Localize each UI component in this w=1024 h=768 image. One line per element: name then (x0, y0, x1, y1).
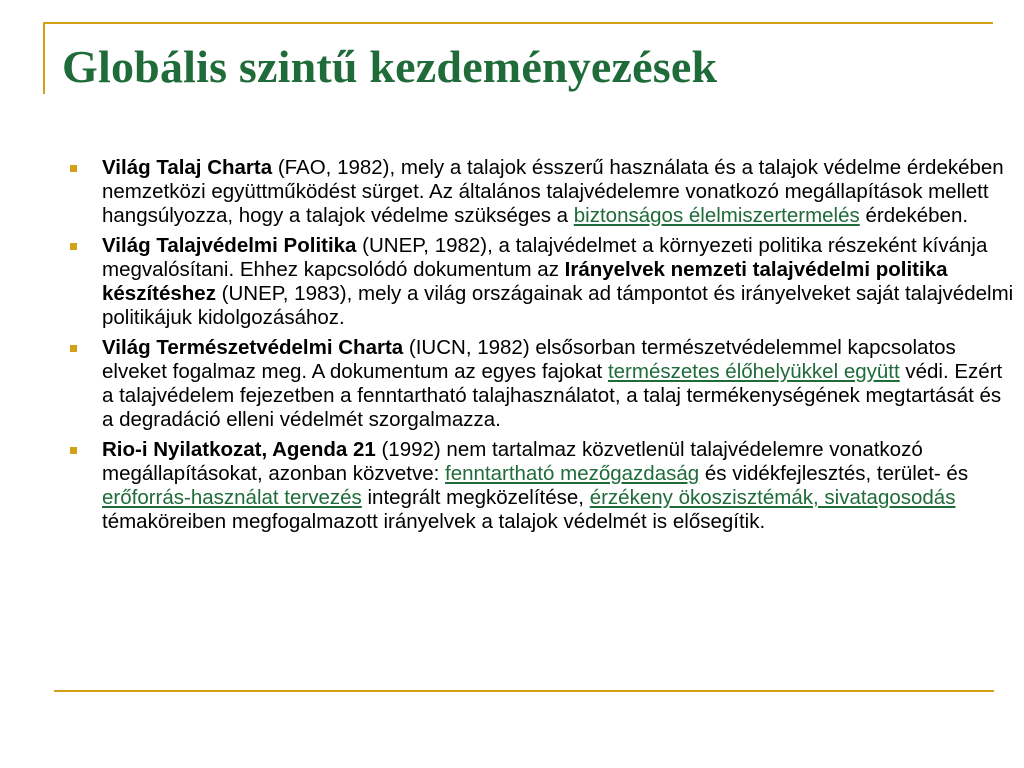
link-resource-use-planning[interactable]: erőforrás-használat tervezés (102, 486, 362, 509)
link-sustainable-agriculture[interactable]: fenntartható mezőgazdaság (445, 462, 700, 485)
item-text: témaköreiben megfogalmazott irányelvek a talajok védelmét is elősegítik. (102, 510, 766, 533)
item-text: érdekében. (859, 204, 969, 227)
item-heading: Világ Talajvédelmi Politika (102, 234, 357, 257)
link-natural-habitats[interactable]: természetes élőhelyükkel együtt (607, 360, 900, 383)
bullet-item-world-soil-policy (70, 234, 1015, 330)
square-bullet-icon (70, 447, 77, 454)
item-text: (1992) nem tartalmaz közvetlenül talajvédelemre vonatkozó megállapításokat, azonban közvetve: (102, 438, 923, 485)
square-bullet-icon (70, 345, 77, 352)
footer-accent-line (54, 690, 994, 692)
bullet-item-rio-declaration (70, 438, 1015, 534)
item-text: és vidékfejlesztés, terület- és (699, 462, 969, 485)
bullet-list (70, 156, 1015, 540)
title-accent-vertical-line (43, 22, 45, 94)
item-text: (IUCN, 1982) elsősorban természetvédelemmel kapcsolatos elveket fogalmaz meg. A dokumentum az egyes fajokat (102, 336, 956, 383)
bullet-item-world-charter-for-nature (70, 336, 1015, 432)
slide-title: Globális szintű kezdeményezések (62, 41, 718, 92)
item-emphasis: Irányelvek nemzeti talajvédelmi politika készítéshez (102, 258, 948, 305)
item-heading: Világ Természetvédelmi Charta (102, 336, 404, 359)
item-text: (FAO, 1982), mely a talajok ésszerű használata és a talajok védelme érdekében nemzetközi együttműködést sürget. Az általános talajvédelemre vonatkozó megállapítások mellett hangsúlyozza, hogy a talajok védelme szükséges a (102, 156, 1004, 227)
item-text: integrált megközelítése, (361, 486, 590, 509)
link-food-security[interactable]: biztonságos élelmiszertermelés (573, 204, 860, 227)
square-bullet-icon (70, 243, 77, 250)
item-text: védi. Ezért a talajvédelem fejezetben a fenntartható talajhasználatot, a talaj termékenységének megtartását és a degradáció elleni védelmét szorgalmazza. (102, 360, 1003, 431)
item-heading: Rio-i Nyilatkozat, Agenda 21 (102, 438, 376, 461)
title-accent-top-line (43, 22, 993, 24)
square-bullet-icon (70, 165, 77, 172)
link-sensitive-ecosystems[interactable]: érzékeny ökoszisztémák, sivatagosodás (589, 486, 956, 509)
bullet-item-world-soil-charter (70, 156, 1015, 228)
item-text: (UNEP, 1983), mely a világ országainak ad támpontot és irányelveket saját talajvédelmi politikájuk kidolgozásához. (102, 282, 1014, 329)
item-text: (UNEP, 1982), a talajvédelmet a környezeti politika részeként kívánja megvalósítani. Ehhez kapcsolódó dokumentum az (102, 234, 988, 281)
item-heading: Világ Talaj Charta (102, 156, 273, 179)
